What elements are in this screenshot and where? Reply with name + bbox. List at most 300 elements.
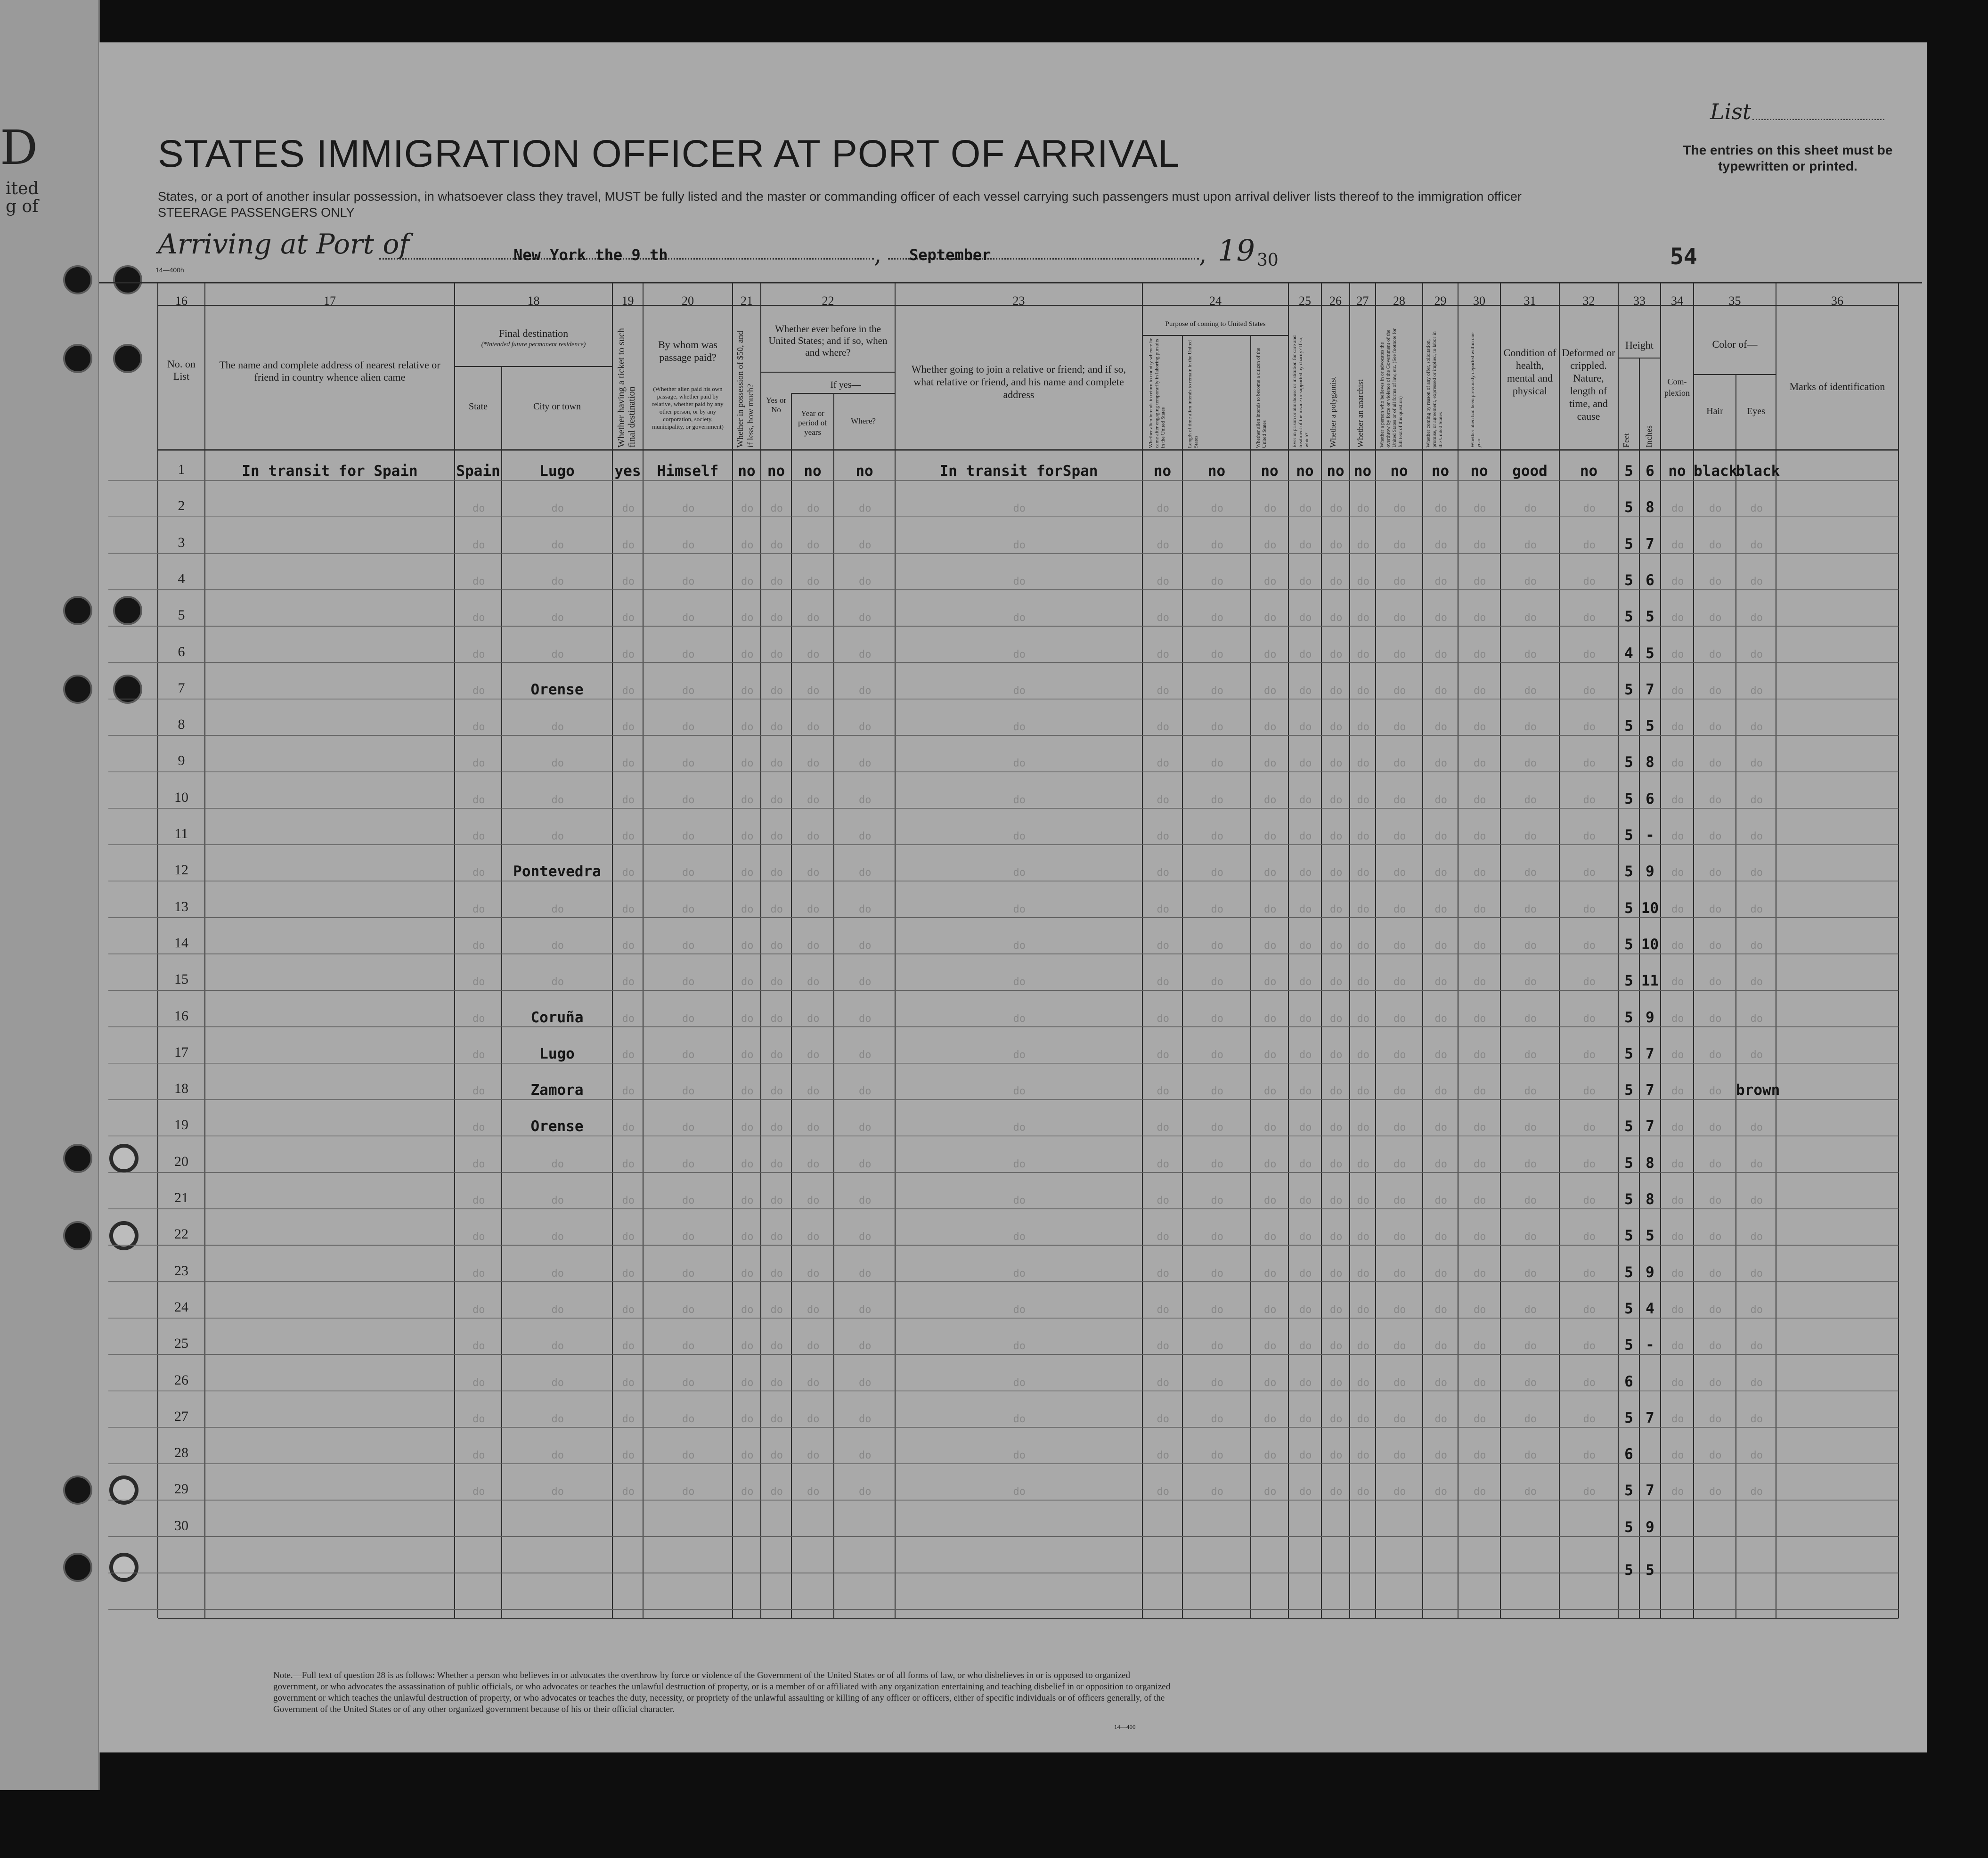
- ditto-mark: do: [1524, 831, 1537, 842]
- ditto-mark: do: [1299, 867, 1312, 879]
- ditto-mark: do: [1750, 794, 1763, 806]
- ditto-mark: do: [1264, 721, 1277, 733]
- ditto-mark: do: [1157, 1195, 1169, 1206]
- ditto-mark: do: [1434, 721, 1447, 733]
- ditto-mark: do: [1299, 794, 1312, 806]
- row-number: 18: [174, 1081, 188, 1097]
- ditto-mark: do: [682, 1085, 695, 1098]
- header-complexion: Com-plexion: [1664, 377, 1690, 398]
- header-where: Where?: [851, 416, 876, 425]
- ditto-mark: do: [741, 903, 754, 915]
- row-number: 2: [178, 498, 185, 514]
- ditto-mark: do: [1671, 1377, 1684, 1389]
- ditto-mark: do: [859, 612, 872, 624]
- ditto-mark: do: [551, 1377, 564, 1389]
- ditto-mark: do: [1157, 575, 1169, 587]
- ditto-mark: do: [473, 1450, 485, 1462]
- ditto-mark: do: [1474, 903, 1486, 915]
- facing-page-letter: D: [0, 120, 38, 175]
- ditto-mark: do: [682, 1195, 695, 1206]
- ditto-mark: do: [741, 758, 754, 770]
- ditto-mark: do: [770, 539, 783, 551]
- row-number: 24: [174, 1299, 188, 1315]
- header-overthrow: Whether a person who believes in or advocates the overthrow by force or violence of the Government of the United States or of all forms of law, etc. (See footnote for full text of this question): [1379, 328, 1403, 448]
- ditto-mark: do: [770, 831, 783, 842]
- ditto-mark: do: [1393, 1085, 1406, 1098]
- ditto-mark: do: [1013, 1049, 1026, 1061]
- cell-health: good: [1512, 463, 1548, 480]
- ditto-mark: do: [1434, 1267, 1447, 1279]
- ditto-mark: do: [1474, 1049, 1486, 1061]
- ditto-mark: do: [1211, 939, 1223, 952]
- cell-inches: 7: [1646, 1409, 1654, 1426]
- ditto-mark: do: [1524, 1012, 1537, 1025]
- ditto-mark: do: [1264, 1340, 1277, 1353]
- ditto-mark: do: [1474, 539, 1486, 551]
- ditto-mark: do: [1393, 539, 1406, 551]
- ditto-mark: do: [1357, 1122, 1369, 1134]
- row-number: 8: [178, 717, 185, 733]
- ditto-mark: do: [1393, 721, 1406, 733]
- ditto-mark: do: [1524, 1231, 1537, 1243]
- ditto-mark: do: [682, 1377, 695, 1389]
- ditto-mark: do: [473, 1340, 485, 1353]
- ditto-mark: do: [1709, 1450, 1722, 1462]
- row-number: 17: [174, 1044, 188, 1060]
- ditto-mark: do: [1750, 903, 1763, 915]
- ditto-mark: do: [741, 575, 754, 587]
- cell-feet: 5: [1624, 972, 1633, 990]
- ditto-mark: do: [473, 612, 485, 624]
- ditto-mark: do: [622, 721, 635, 733]
- cell-city: Orense: [530, 1118, 584, 1135]
- ditto-mark: do: [682, 612, 695, 624]
- ditto-mark: do: [1357, 1413, 1369, 1425]
- ditto-mark: do: [1434, 575, 1447, 587]
- ditto-mark: do: [1434, 1049, 1447, 1061]
- ditto-mark: do: [1330, 939, 1343, 952]
- ditto-mark: do: [1157, 976, 1169, 988]
- ditto-mark: do: [1357, 1012, 1369, 1025]
- ditto-mark: do: [1157, 539, 1169, 551]
- ditto-mark: do: [741, 503, 754, 515]
- cell-inches: -: [1646, 827, 1654, 844]
- ditto-mark: do: [770, 1267, 783, 1279]
- cell-city: Lugo: [539, 1045, 575, 1062]
- ditto-mark: do: [682, 1158, 695, 1170]
- ditto-mark: do: [1264, 1122, 1277, 1134]
- ditto-mark: do: [1434, 503, 1447, 515]
- row-number: 15: [174, 971, 188, 987]
- ditto-mark: do: [1357, 1340, 1369, 1353]
- ditto-mark: do: [1299, 1304, 1312, 1316]
- ditto-mark: do: [1393, 1195, 1406, 1206]
- ditto-mark: do: [1434, 1486, 1447, 1498]
- ditto-mark: do: [682, 758, 695, 770]
- ditto-mark: do: [622, 1413, 635, 1425]
- ditto-mark: do: [622, 648, 635, 660]
- ditto-mark: do: [1750, 1267, 1763, 1279]
- ditto-mark: do: [473, 685, 485, 697]
- ditto-mark: do: [1264, 1304, 1277, 1316]
- ditto-mark: do: [622, 1049, 635, 1061]
- ditto-mark: do: [551, 939, 564, 952]
- ditto-mark: do: [1750, 503, 1763, 515]
- ditto-mark: do: [859, 1049, 872, 1061]
- cell-feet: 5: [1624, 1118, 1633, 1135]
- ditto-mark: do: [473, 721, 485, 733]
- ditto-mark: do: [1013, 1122, 1026, 1134]
- column-number: 23: [1012, 294, 1025, 308]
- ditto-mark: do: [1434, 939, 1447, 952]
- cell-inches: 5: [1646, 644, 1654, 662]
- cell-ticket: yes: [614, 463, 641, 480]
- cell-inches: 10: [1641, 899, 1659, 917]
- ditto-mark: do: [1211, 758, 1223, 770]
- ditto-mark: do: [1750, 1413, 1763, 1425]
- column-number: 22: [822, 294, 834, 308]
- column-number: 29: [1434, 294, 1447, 308]
- ditto-mark: do: [551, 1195, 564, 1206]
- ditto-mark: do: [1357, 867, 1369, 879]
- ditto-mark: do: [1330, 867, 1343, 879]
- cell-c30: no: [1470, 463, 1488, 480]
- ditto-mark: do: [1013, 1340, 1026, 1353]
- row-number: 4: [178, 570, 185, 587]
- ditto-mark: do: [859, 575, 872, 587]
- ditto-mark: do: [1671, 867, 1684, 879]
- ditto-mark: do: [741, 1085, 754, 1098]
- ditto-mark: do: [622, 1195, 635, 1206]
- ditto-mark: do: [1474, 721, 1486, 733]
- ditto-mark: do: [1709, 831, 1722, 842]
- ditto-mark: do: [859, 503, 872, 515]
- ditto-mark: do: [1524, 721, 1537, 733]
- ditto-mark: do: [1750, 976, 1763, 988]
- ditto-mark: do: [1264, 758, 1277, 770]
- ditto-mark: do: [807, 612, 820, 624]
- ditto-mark: do: [1671, 612, 1684, 624]
- ditto-mark: do: [473, 976, 485, 988]
- ditto-mark: do: [1474, 1012, 1486, 1025]
- ditto-mark: do: [551, 903, 564, 915]
- ditto-mark: do: [1709, 903, 1722, 915]
- ditto-mark: do: [1524, 1377, 1537, 1389]
- cell-inches: 9: [1646, 1518, 1654, 1536]
- ditto-mark: do: [1524, 867, 1537, 879]
- cell-feet: 5: [1624, 717, 1633, 735]
- cell-inches: 7: [1646, 681, 1654, 698]
- ditto-mark: do: [682, 1340, 695, 1353]
- ditto-mark: do: [1157, 903, 1169, 915]
- row-number: 12: [174, 862, 188, 878]
- ditto-mark: do: [1299, 1377, 1312, 1389]
- ditto-mark: do: [1393, 1450, 1406, 1462]
- ditto-mark: do: [473, 503, 485, 515]
- cell-paid: Himself: [657, 463, 719, 480]
- ditto-mark: do: [682, 1267, 695, 1279]
- ditto-mark: do: [1709, 685, 1722, 697]
- ditto-mark: do: [1299, 1450, 1312, 1462]
- ditto-mark: do: [622, 939, 635, 952]
- row-number: 25: [174, 1336, 188, 1352]
- ditto-mark: do: [807, 867, 820, 879]
- ditto-mark: do: [1709, 1012, 1722, 1025]
- ditto-mark: do: [1013, 503, 1026, 515]
- column-number: 35: [1728, 294, 1741, 308]
- ditto-mark: do: [551, 831, 564, 842]
- ditto-mark: do: [1524, 648, 1537, 660]
- ditto-mark: do: [1330, 903, 1343, 915]
- ditto-mark: do: [1330, 1049, 1343, 1061]
- ditto-mark: do: [1583, 831, 1596, 842]
- ditto-mark: do: [1157, 1340, 1169, 1353]
- ditto-mark: do: [1524, 1195, 1537, 1206]
- ditto-mark: do: [1330, 1486, 1343, 1498]
- header-if-yes: If yes—: [830, 380, 861, 390]
- ditto-mark: do: [859, 831, 872, 842]
- separator: ,: [1199, 240, 1207, 269]
- ditto-mark: do: [1524, 1304, 1537, 1316]
- ditto-mark: do: [1750, 867, 1763, 879]
- ditto-mark: do: [1357, 939, 1369, 952]
- ditto-mark: do: [1357, 575, 1369, 587]
- column-number: 36: [1831, 294, 1843, 308]
- cell-feet: 5: [1624, 1300, 1633, 1317]
- ditto-mark: do: [1357, 758, 1369, 770]
- header-citizen-intent: Whether alien intends to become a citizen of the United States: [1255, 348, 1267, 448]
- ditto-mark: do: [1211, 1450, 1223, 1462]
- ditto-mark: do: [807, 1122, 820, 1134]
- cell-inches: 8: [1646, 754, 1654, 771]
- ditto-mark: do: [807, 903, 820, 915]
- ditto-mark: do: [551, 1486, 564, 1498]
- ditto-mark: do: [1434, 903, 1447, 915]
- ditto-mark: do: [1474, 685, 1486, 697]
- column-number: 26: [1329, 294, 1342, 308]
- ditto-mark: do: [807, 575, 820, 587]
- ditto-mark: do: [770, 1085, 783, 1098]
- row-number: 7: [178, 680, 185, 696]
- ditto-mark: do: [1211, 648, 1223, 660]
- row-number: 6: [178, 644, 185, 660]
- header-before-in-us: Whether ever before in the United States; and if so, when and where?: [768, 323, 888, 358]
- ditto-mark: do: [1013, 1267, 1026, 1279]
- ditto-mark: do: [770, 612, 783, 624]
- cell-feet: 5: [1624, 1409, 1633, 1426]
- ditto-mark: do: [1583, 1267, 1596, 1279]
- ditto-mark: do: [551, 648, 564, 660]
- ditto-mark: do: [1013, 1012, 1026, 1025]
- ditto-mark: do: [1671, 1049, 1684, 1061]
- ditto-mark: do: [1434, 685, 1447, 697]
- ditto-mark: do: [1750, 1049, 1763, 1061]
- row-number: 16: [174, 1008, 188, 1024]
- ditto-mark: do: [1434, 1450, 1447, 1462]
- column-number: 34: [1671, 294, 1683, 308]
- ditto-mark: do: [1583, 1085, 1596, 1098]
- ditto-mark: do: [1211, 831, 1223, 842]
- ditto-mark: do: [1583, 1122, 1596, 1134]
- ditto-mark: do: [1583, 503, 1596, 515]
- ditto-mark: do: [473, 1267, 485, 1279]
- header-state: State: [469, 401, 488, 412]
- ditto-mark: do: [622, 831, 635, 842]
- ditto-mark: do: [1671, 1195, 1684, 1206]
- cell-city: Zamora: [530, 1082, 584, 1099]
- ditto-mark: do: [1524, 1486, 1537, 1498]
- ditto-mark: do: [741, 685, 754, 697]
- ditto-mark: do: [741, 539, 754, 551]
- ditto-mark: do: [1583, 1158, 1596, 1170]
- ditto-mark: do: [1583, 1049, 1596, 1061]
- ditto-mark: do: [1750, 685, 1763, 697]
- ditto-mark: do: [1524, 939, 1537, 952]
- ditto-mark: do: [1393, 1267, 1406, 1279]
- ditto-mark: do: [859, 939, 872, 952]
- ditto-mark: do: [1583, 1231, 1596, 1243]
- column-number: 32: [1582, 294, 1595, 308]
- ditto-mark: do: [1013, 939, 1026, 952]
- ditto-mark: do: [1299, 539, 1312, 551]
- column-number: 18: [527, 294, 540, 308]
- ditto-mark: do: [1583, 1450, 1596, 1462]
- ditto-mark: do: [1709, 1267, 1722, 1279]
- ditto-mark: do: [1524, 1158, 1537, 1170]
- ditto-mark: do: [1299, 1049, 1312, 1061]
- arriving-label: Arriving at Port of: [158, 228, 409, 260]
- ditto-mark: do: [859, 1450, 872, 1462]
- ditto-mark: do: [1474, 939, 1486, 952]
- column-number: 28: [1393, 294, 1405, 308]
- ditto-mark: do: [1671, 1267, 1684, 1279]
- form-code: 14—400h: [155, 266, 184, 274]
- year-value: 30: [1257, 251, 1279, 270]
- ditto-mark: do: [807, 1049, 820, 1061]
- ditto-mark: do: [1330, 976, 1343, 988]
- ditto-mark: do: [1157, 648, 1169, 660]
- ditto-mark: do: [1474, 1158, 1486, 1170]
- ditto-mark: do: [1393, 758, 1406, 770]
- ditto-mark: do: [473, 794, 485, 806]
- ditto-mark: do: [1264, 939, 1277, 952]
- ditto-mark: do: [1434, 1231, 1447, 1243]
- cell-inches: 5: [1646, 608, 1654, 626]
- ditto-mark: do: [1709, 721, 1722, 733]
- ditto-mark: do: [1211, 1413, 1223, 1425]
- ditto-mark: do: [551, 1340, 564, 1353]
- ditto-mark: do: [1750, 1012, 1763, 1025]
- ditto-mark: do: [1211, 1267, 1223, 1279]
- ditto-mark: do: [1357, 612, 1369, 624]
- ditto-mark: do: [741, 721, 754, 733]
- ditto-mark: do: [473, 1085, 485, 1098]
- ditto-mark: do: [741, 1122, 754, 1134]
- cell-c28: no: [1390, 463, 1408, 480]
- cell-money: no: [738, 463, 756, 480]
- ditto-mark: do: [682, 976, 695, 988]
- ditto-mark: do: [1671, 539, 1684, 551]
- ditto-mark: do: [473, 1413, 485, 1425]
- ditto-mark: do: [807, 1377, 820, 1389]
- ditto-mark: do: [1434, 1122, 1447, 1134]
- ditto-mark: do: [1264, 1377, 1277, 1389]
- ditto-mark: do: [1013, 1413, 1026, 1425]
- header-year: Year or period of years: [798, 409, 827, 437]
- ditto-mark: do: [1357, 1450, 1369, 1462]
- ditto-mark: do: [741, 794, 754, 806]
- ditto-mark: do: [1583, 1486, 1596, 1498]
- facing-page-text: ited: [6, 179, 39, 198]
- ditto-mark: do: [1524, 612, 1537, 624]
- ditto-mark: do: [1330, 1012, 1343, 1025]
- ditto-mark: do: [1474, 867, 1486, 879]
- header-relative-address: The name and complete address of nearest relative or friend in country whence alien came: [219, 359, 440, 383]
- cell-inches: 5: [1646, 1227, 1654, 1245]
- ditto-mark: do: [473, 1012, 485, 1025]
- ditto-mark: do: [770, 1195, 783, 1206]
- header-join-relative: Whether going to join a relative or friend; and if so, what relative or friend, and his name and complete address: [911, 363, 1126, 400]
- ditto-mark: do: [1750, 721, 1763, 733]
- ditto-mark: do: [1671, 503, 1684, 515]
- form-instructions: States, or a port of another insular possession, in whatsoever class they travel, MUST be fully listed and the master or commanding officer of each vessel carrying such passengers must upon arrival deliver lists thereof to the immigration officer: [158, 189, 1522, 204]
- ditto-mark: do: [1264, 867, 1277, 879]
- ditto-mark: do: [859, 1012, 872, 1025]
- ditto-mark: do: [741, 939, 754, 952]
- ditto-mark: do: [1524, 794, 1537, 806]
- ditto-mark: do: [1157, 503, 1169, 515]
- row-number: 9: [178, 753, 185, 769]
- ditto-mark: do: [770, 903, 783, 915]
- ditto-mark: do: [741, 1231, 754, 1243]
- ditto-mark: do: [1709, 976, 1722, 988]
- ditto-mark: do: [1474, 1267, 1486, 1279]
- ditto-mark: do: [1264, 612, 1277, 624]
- ditto-mark: do: [1357, 1158, 1369, 1170]
- ditto-mark: do: [1013, 903, 1026, 915]
- cell-inches: 11: [1641, 972, 1659, 990]
- ditto-mark: do: [807, 1158, 820, 1170]
- cell-feet: 5: [1624, 936, 1633, 953]
- ditto-mark: do: [1330, 503, 1343, 515]
- ditto-mark: do: [1671, 758, 1684, 770]
- ditto-mark: do: [1211, 575, 1223, 587]
- ditto-mark: do: [1299, 1486, 1312, 1498]
- list-label: List: [1710, 99, 1752, 124]
- ditto-mark: do: [682, 903, 695, 915]
- ditto-mark: do: [1357, 1049, 1369, 1061]
- ditto-mark: do: [622, 976, 635, 988]
- header-color-of: Color of—: [1712, 338, 1758, 350]
- row-number: 20: [174, 1153, 188, 1169]
- ditto-mark: do: [473, 1122, 485, 1134]
- ditto-mark: do: [1299, 903, 1312, 915]
- ditto-mark: do: [1299, 939, 1312, 952]
- ditto-mark: do: [1264, 648, 1277, 660]
- header-no-on-list: No. on List: [167, 358, 196, 382]
- cell-inches: 5: [1646, 717, 1654, 735]
- ditto-mark: do: [622, 1122, 635, 1134]
- cell-eyes: black: [1736, 463, 1780, 480]
- ditto-mark: do: [551, 612, 564, 624]
- header-eyes: Eyes: [1747, 406, 1765, 416]
- ditto-mark: do: [1330, 1304, 1343, 1316]
- ditto-mark: do: [1357, 831, 1369, 842]
- cell-feet: 5: [1624, 535, 1633, 553]
- ditto-mark: do: [1393, 1122, 1406, 1134]
- cell-inches: 6: [1646, 571, 1654, 589]
- ditto-mark: do: [1264, 903, 1277, 915]
